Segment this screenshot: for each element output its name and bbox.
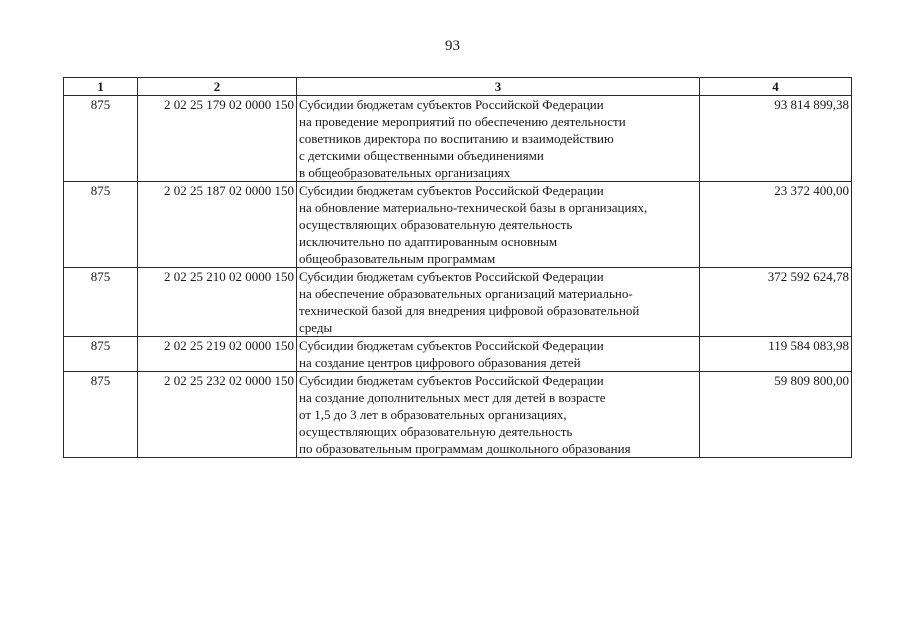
description-line: исключительно по адаптированным основным [299, 234, 558, 249]
budget-classification-code-cell: 2 02 25 219 02 0000 150 [138, 337, 297, 372]
table-row [64, 96, 852, 182]
agency-code-cell: 875 [64, 96, 138, 182]
description-line: на создание дополнительных мест для детей в возрасте [299, 390, 606, 405]
description-line: советников директора по воспитанию и взаимодействию [299, 131, 614, 146]
description-line: на обеспечение образовательных организаций материально- [299, 286, 633, 301]
description-line: на создание центров цифрового образования детей [299, 355, 581, 370]
budget-classification-code-cell: 2 02 25 187 02 0000 150 [138, 182, 297, 268]
column-header-1: 1 [64, 78, 138, 96]
description-line: от 1,5 до 3 лет в образовательных организациях, [299, 407, 567, 422]
description-cell [297, 372, 700, 458]
budget-revenue-table [63, 77, 852, 458]
budget-classification-code-cell: 2 02 25 179 02 0000 150 [138, 96, 297, 182]
agency-code-cell: 875 [64, 268, 138, 337]
table-row [64, 372, 852, 458]
amount-cell: 119 584 083,98 [700, 337, 852, 372]
budget-classification-code-cell: 2 02 25 232 02 0000 150 [138, 372, 297, 458]
column-header-4: 4 [700, 78, 852, 96]
description-cell [297, 337, 700, 372]
description-line: среды [299, 320, 333, 335]
budget-classification-code-cell: 2 02 25 210 02 0000 150 [138, 268, 297, 337]
table-row [64, 268, 852, 337]
description-cell [297, 96, 700, 182]
description-line: общеобразовательным программам [299, 251, 496, 266]
table-row [64, 337, 852, 372]
column-header-2: 2 [138, 78, 297, 96]
description-line: на обновление материально-технической базы в организациях, [299, 200, 648, 215]
description-line: Субсидии бюджетам субъектов Российской Федерации [299, 338, 604, 353]
description-line: осуществляющих образовательную деятельность [299, 424, 573, 439]
amount-cell: 23 372 400,00 [700, 182, 852, 268]
amount-cell: 372 592 624,78 [700, 268, 852, 337]
description-line: Субсидии бюджетам субъектов Российской Федерации [299, 97, 604, 112]
description-line: Субсидии бюджетам субъектов Российской Федерации [299, 269, 604, 284]
description-line: осуществляющих образовательную деятельность [299, 217, 573, 232]
description-line: Субсидии бюджетам субъектов Российской Федерации [299, 373, 604, 388]
agency-code-cell: 875 [64, 337, 138, 372]
column-header-3: 3 [297, 78, 700, 96]
description-line: по образовательным программам дошкольного образования [299, 441, 631, 456]
description-cell [297, 268, 700, 337]
description-line: Субсидии бюджетам субъектов Российской Федерации [299, 183, 604, 198]
description-line: на проведение мероприятий по обеспечению деятельности [299, 114, 626, 129]
table-header-row [64, 78, 852, 96]
amount-cell: 59 809 800,00 [700, 372, 852, 458]
description-line: в общеобразовательных организациях [299, 165, 511, 180]
description-line: с детскими общественными объединениями [299, 148, 544, 163]
agency-code-cell: 875 [64, 372, 138, 458]
amount-cell: 93 814 899,38 [700, 96, 852, 182]
description-cell [297, 182, 700, 268]
table-row [64, 182, 852, 268]
page-number: 93 [445, 38, 460, 54]
description-line: технической базой для внедрения цифровой образовательной [299, 303, 640, 318]
agency-code-cell: 875 [64, 182, 138, 268]
